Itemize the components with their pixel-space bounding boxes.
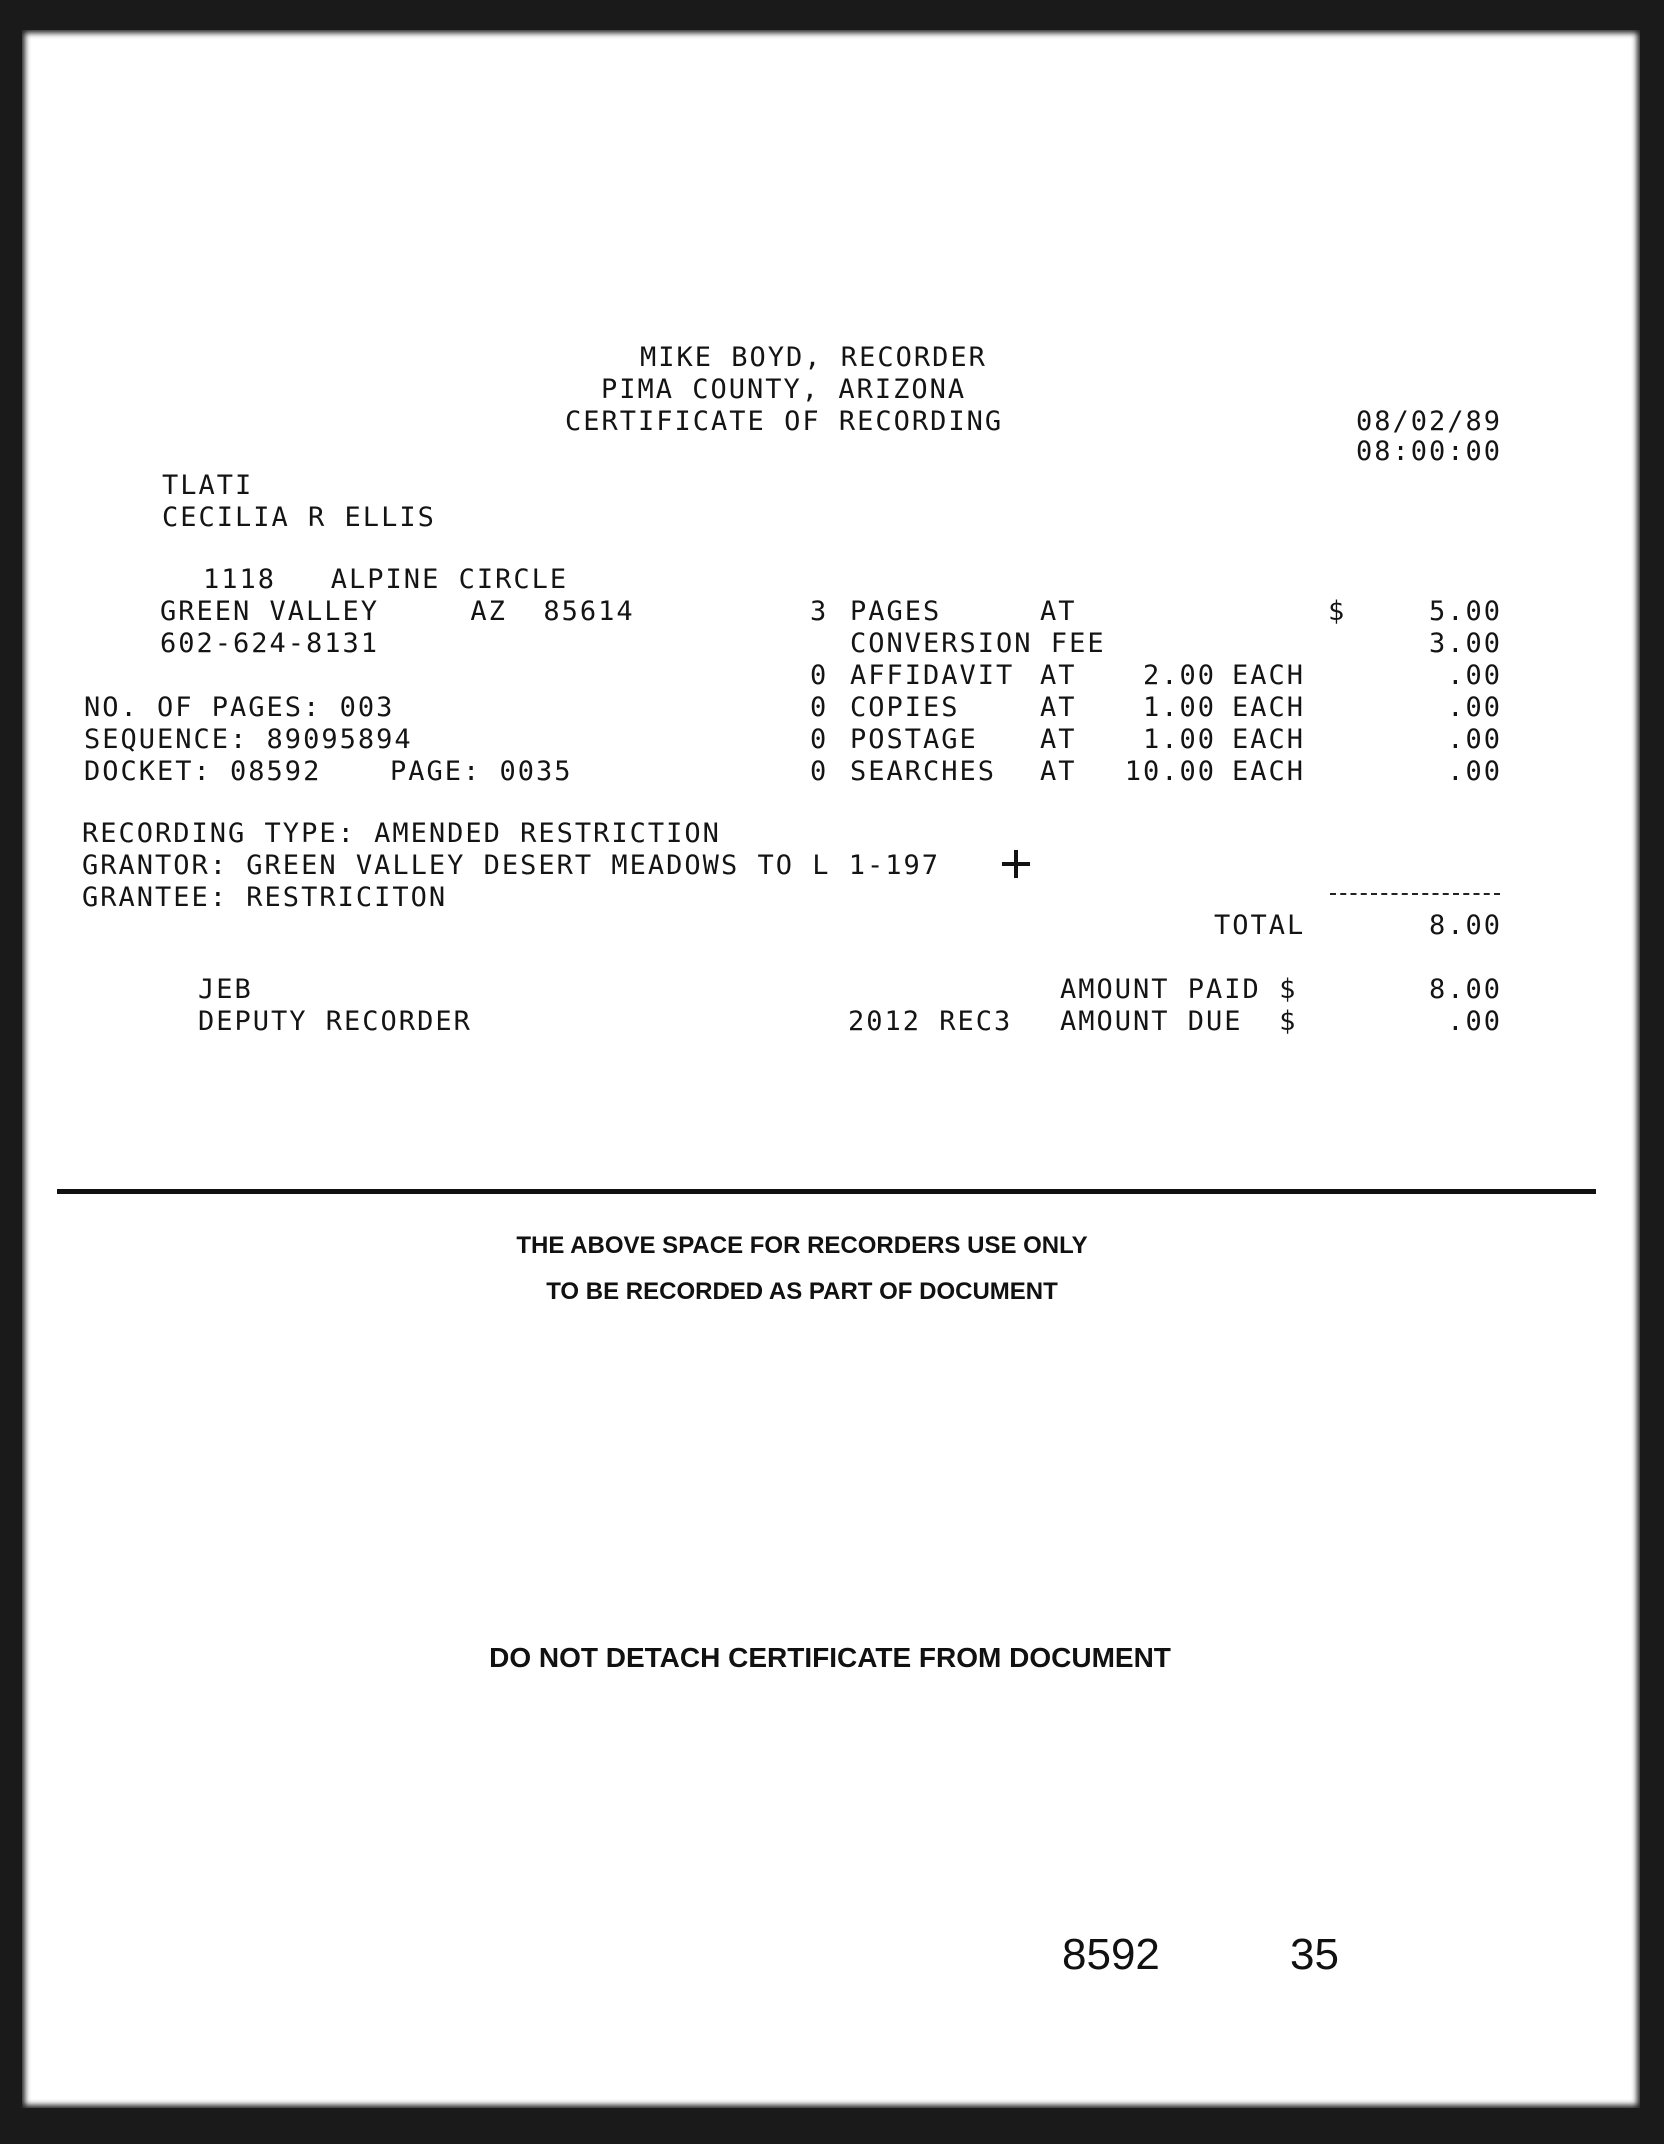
fee-qty: 0 <box>810 724 829 755</box>
amount-due-value: .00 <box>1447 1006 1502 1037</box>
party-phone: 602-624-8131 <box>160 628 380 659</box>
total-label: TOTAL <box>1214 910 1306 941</box>
fee-item: SEARCHES <box>850 756 997 787</box>
fee-amount: 3.00 <box>1428 628 1502 659</box>
fee-amount: .00 <box>1447 756 1502 787</box>
certificate-title: CERTIFICATE OF RECORDING <box>565 406 1004 437</box>
fee-each: EACH <box>1232 660 1306 691</box>
amount-paid-value: 8.00 <box>1428 974 1502 1005</box>
fee-at: AT <box>1040 756 1077 787</box>
fee-rate: 1.00 <box>1142 724 1216 755</box>
fee-at: AT <box>1040 692 1077 723</box>
party-name: CECILIA R ELLIS <box>162 502 436 533</box>
fee-at: AT <box>1040 660 1077 691</box>
grantor: GRANTOR: GREEN VALLEY DESERT MEADOWS TO L 1-197 <box>82 850 941 881</box>
docket-page: PAGE: 0035 <box>390 756 573 787</box>
number-of-pages: NO. OF PAGES: 003 <box>84 692 395 723</box>
fee-at: AT <box>1040 724 1077 755</box>
record-as-part-notice: TO BE RECORDED AS PART OF DOCUMENT <box>546 1278 1058 1305</box>
fee-amount: 5.00 <box>1428 596 1502 627</box>
fee-item: COPIES <box>850 692 960 723</box>
fee-at: AT <box>1040 596 1077 627</box>
fee-currency: $ <box>1328 596 1347 627</box>
recorder-name: MIKE BOYD, RECORDER <box>640 342 987 373</box>
fee-rate: 10.00 <box>1124 756 1216 787</box>
recording-time: 08:00:00 <box>1355 436 1502 467</box>
amount-paid-label: AMOUNT PAID $ <box>1060 974 1298 1005</box>
deputy-initials: JEB <box>198 974 253 1005</box>
footer-docket-number: 8592 <box>1062 1930 1160 1979</box>
fee-amount: .00 <box>1447 692 1502 723</box>
amount-due-label: AMOUNT DUE $ <box>1060 1006 1298 1037</box>
fee-qty: 0 <box>810 660 829 691</box>
fee-rate: 2.00 <box>1142 660 1216 691</box>
party-code: TLATI <box>162 470 254 501</box>
fee-each: EACH <box>1232 724 1306 755</box>
county-name: PIMA COUNTY, ARIZONA <box>601 374 967 405</box>
fee-rate: 1.00 <box>1142 692 1216 723</box>
register-code: 2012 REC3 <box>848 1006 1013 1037</box>
party-street: 1118 ALPINE CIRCLE <box>203 564 569 595</box>
fee-amount: .00 <box>1447 660 1502 691</box>
plus-mark-icon <box>1002 850 1030 878</box>
grantee: GRANTEE: RESTRICITON <box>82 882 448 913</box>
total-value: 8.00 <box>1428 910 1502 941</box>
fee-item: AFFIDAVIT <box>850 660 1015 691</box>
party-city-state-zip: GREEN VALLEY AZ 85614 <box>160 596 635 627</box>
recording-date: 08/02/89 <box>1355 406 1502 437</box>
recording-type: RECORDING TYPE: AMENDED RESTRICTION <box>82 818 721 849</box>
fee-each: EACH <box>1232 756 1306 787</box>
fee-each: EACH <box>1232 692 1306 723</box>
fee-item: CONVERSION FEE <box>850 628 1106 659</box>
fee-qty: 0 <box>810 692 829 723</box>
sequence-number: SEQUENCE: 89095894 <box>84 724 413 755</box>
recorder-use-notice: THE ABOVE SPACE FOR RECORDERS USE ONLY <box>516 1232 1088 1259</box>
fee-item: POSTAGE <box>850 724 978 755</box>
footer-page-number: 35 <box>1290 1930 1339 1979</box>
do-not-detach-notice: DO NOT DETACH CERTIFICATE FROM DOCUMENT <box>489 1642 1171 1673</box>
fee-item: PAGES <box>850 596 942 627</box>
section-divider <box>57 1189 1596 1194</box>
total-divider <box>1330 893 1500 895</box>
docket-number: DOCKET: 08592 <box>84 756 322 787</box>
deputy-title: DEPUTY RECORDER <box>198 1006 472 1037</box>
fee-qty: 3 <box>810 596 829 627</box>
fee-amount: .00 <box>1447 724 1502 755</box>
fee-qty: 0 <box>810 756 829 787</box>
